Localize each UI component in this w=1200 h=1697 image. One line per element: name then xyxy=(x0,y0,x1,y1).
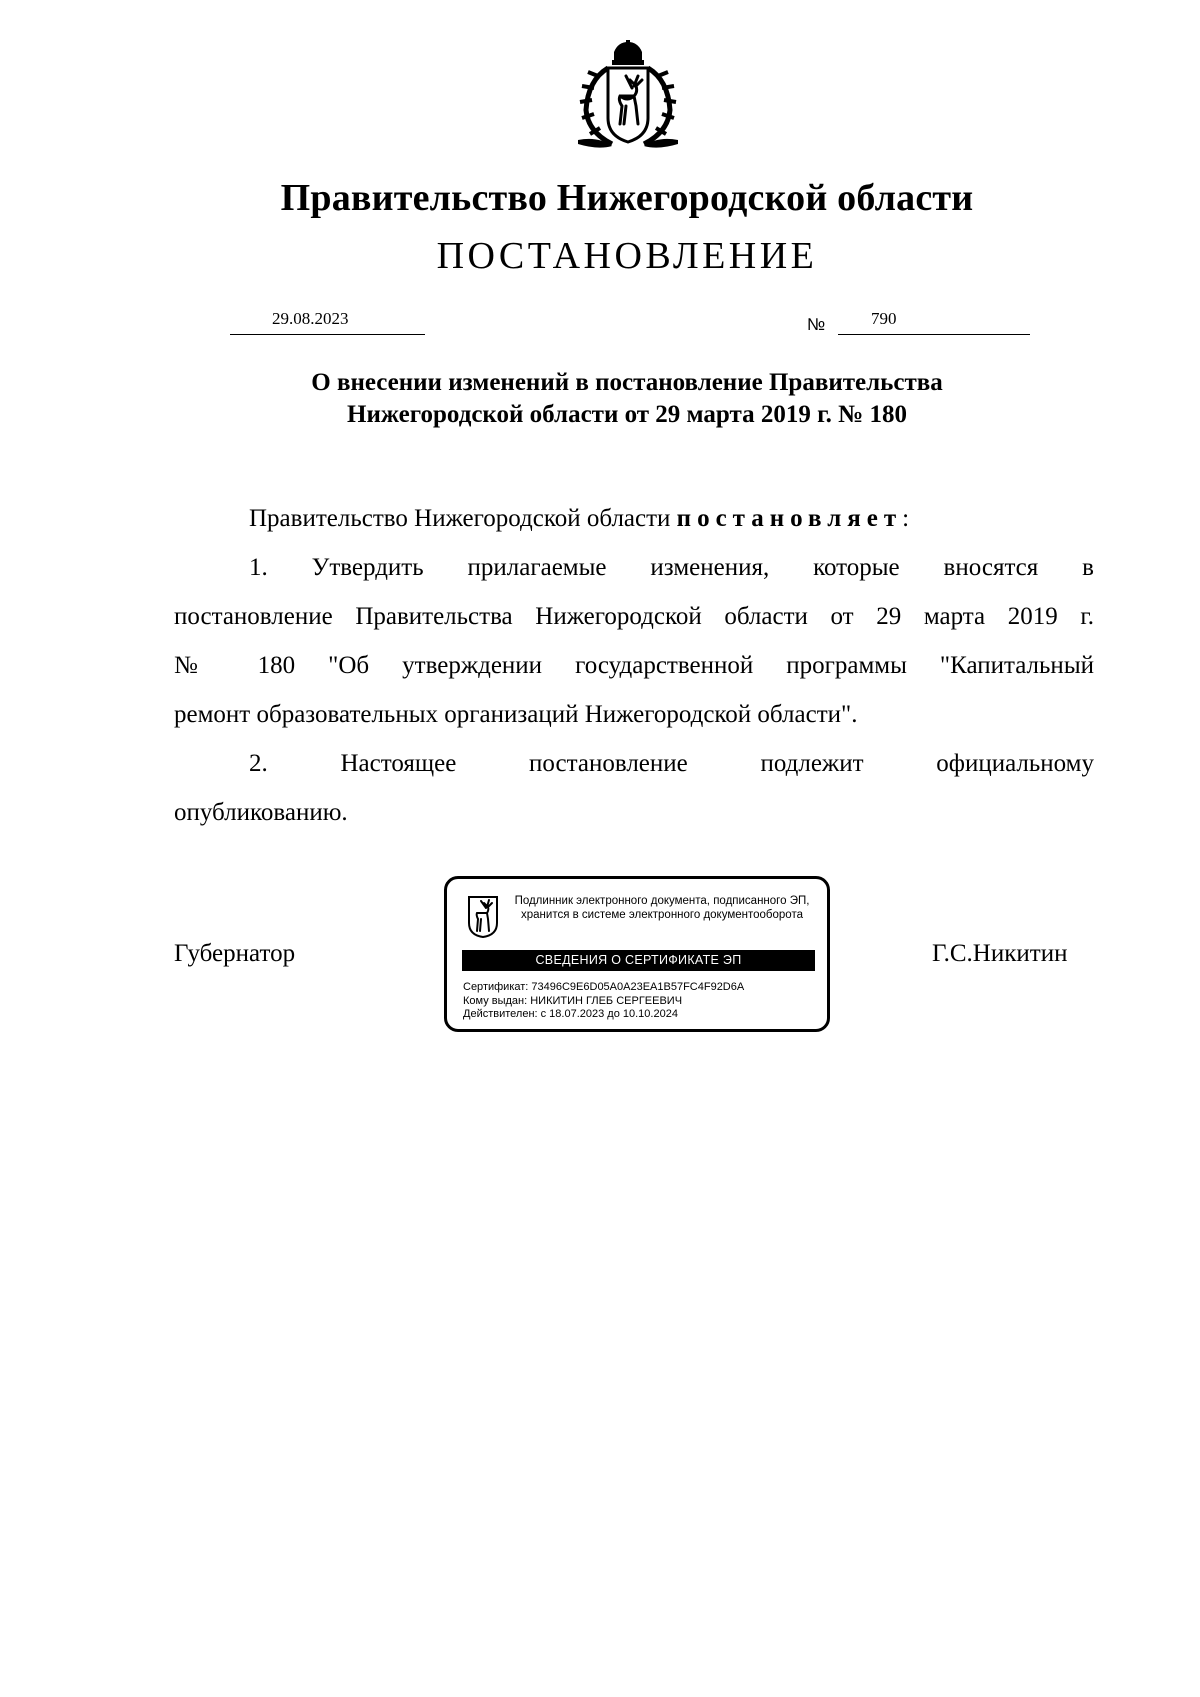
stamp-header-line: Подлинник электронного документа, подписанного ЭП, xyxy=(514,895,810,907)
signer-name: Г.С.Никитин xyxy=(932,940,1068,967)
certificate-validity: Действителен: с 18.07.2023 до 10.10.2024 xyxy=(463,1008,678,1020)
item-2-line: 2. Настоящее постановление подлежит официальному xyxy=(249,750,1094,777)
intro-verb: постановляет xyxy=(676,505,903,532)
stamp-header-line: хранится в системе электронного документооборота xyxy=(521,909,803,921)
document-type: ПОСТАНОВЛЕНИЕ xyxy=(436,235,818,277)
item-1-line: ремонт образовательных организаций Нижегородской области". xyxy=(174,701,858,728)
stamp-title-bar: СВЕДЕНИЯ О СЕРТИФИКАТЕ ЭП xyxy=(462,950,815,971)
document-number: 790 xyxy=(871,309,897,328)
item-1-line: № 180 "Об утверждении государственной программы "Капитальный xyxy=(174,652,1094,679)
organization-title: Правительство Нижегородской области xyxy=(280,177,974,219)
document-subject xyxy=(0,367,1200,431)
document-date-field xyxy=(230,309,425,335)
certificate-id: Сертификат: 73496C9E6D05A0A23EA1B57FC4F92D6A xyxy=(463,981,745,993)
coat-of-arms-icon xyxy=(568,40,688,152)
intro-prefix: Правительство Нижегородской области xyxy=(249,505,677,532)
document-body xyxy=(174,494,1094,837)
intro-suffix: : xyxy=(902,505,910,532)
document-date: 29.08.2023 xyxy=(272,309,349,328)
intro-paragraph xyxy=(174,494,1094,543)
subject-line: О внесении изменений в постановление Правительства xyxy=(311,369,943,396)
item-1-line: постановление Правительства Нижегородской области от 29 марта 2019 г. xyxy=(174,603,1094,630)
document-number-field xyxy=(838,309,1030,335)
signer-position: Губернатор xyxy=(174,940,296,967)
e-signature-stamp xyxy=(444,876,830,1032)
certificate-owner: Кому выдан: НИКИТИН ГЛЕБ СЕРГЕЕВИЧ xyxy=(463,994,683,1007)
stamp-header xyxy=(507,894,817,922)
coat-of-arms-icon xyxy=(467,895,499,939)
certificate-details xyxy=(463,981,744,1022)
item-1-line: 1. Утвердить прилагаемые изменения, которые вносятся в xyxy=(249,554,1094,581)
subject-line: Нижегородской области от 29 марта 2019 г. № 180 xyxy=(347,401,907,428)
item-2-line: опубликованию. xyxy=(174,799,348,826)
number-label: № xyxy=(807,315,826,334)
